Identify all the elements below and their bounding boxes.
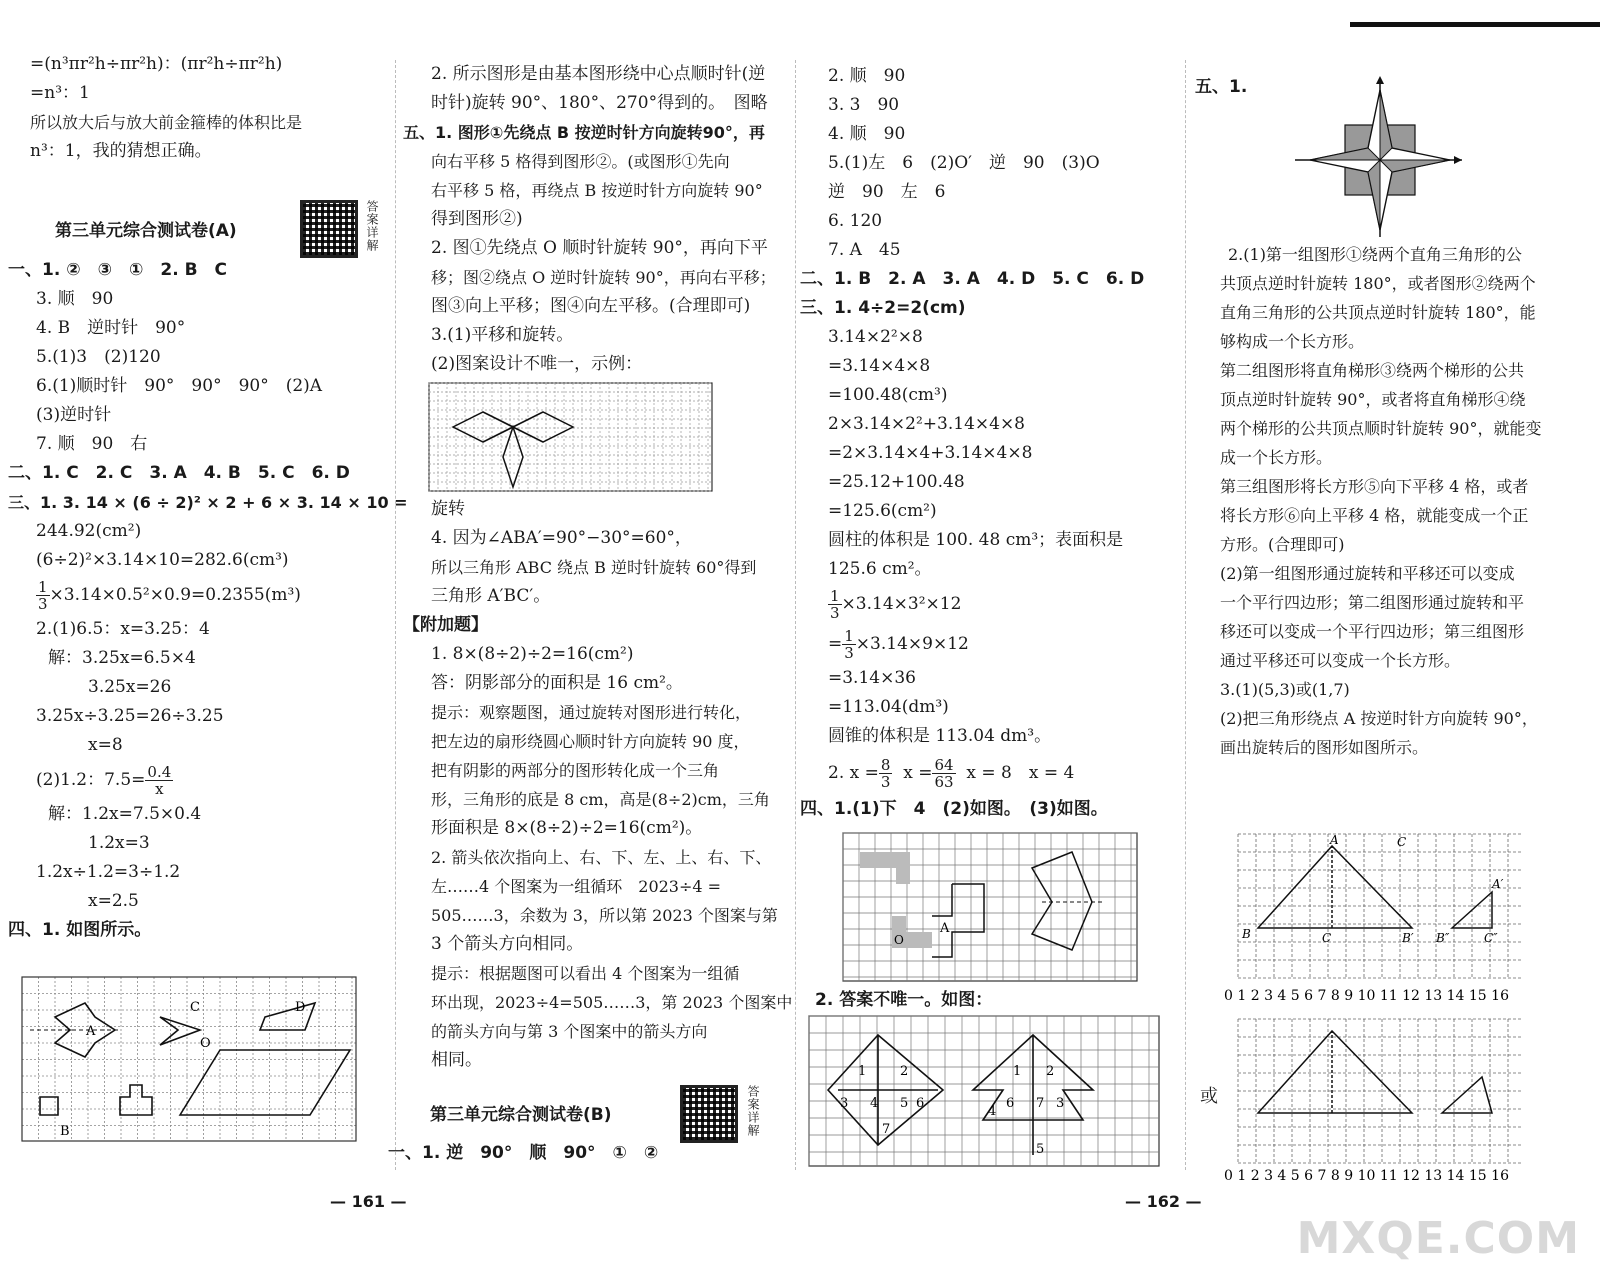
fig-label: O: [894, 933, 904, 947]
text-line: 把有阴影的两部分的图形转化成一个三角: [431, 761, 720, 780]
answer-line: 1.2x=3: [88, 833, 150, 853]
column-2: [403, 60, 788, 379]
answer-line: $\frac{1}{3}$ ×3.14×3²×12: [830, 587, 962, 622]
text-line: 左……4 个图案为一组循环 2023÷4 =: [431, 877, 722, 896]
fig-num: 1: [1013, 1064, 1022, 1079]
answer-line: 解：1.2x=7.5×0.4: [48, 804, 202, 824]
fraction: $\frac{8}{3}$: [880, 756, 891, 791]
text-line: 所以三角形 ABC 绕点 B 逆时针旋转 60°得到: [431, 558, 757, 577]
axis-label-x: 0 1 2 3 4 5 6 7 8 9 10 11 12 13 14 15 16: [1224, 988, 1509, 1004]
text-line: 一个平行四边形；第二组图形通过旋转和平: [1220, 593, 1525, 612]
text-line: 第三组图形将长方形⑤向下平移 4 格，或者: [1220, 477, 1529, 496]
point-label: C: [1322, 931, 1332, 945]
fig-label: C: [190, 1000, 200, 1015]
fig-label: A: [86, 1024, 96, 1039]
fig-num: 6: [916, 1096, 925, 1111]
text-line: 画出旋转后的图形如图所示。: [1220, 738, 1429, 757]
text-line: 相同。: [431, 1050, 482, 1070]
section-title-a: 第三单元综合测试卷(A): [55, 221, 237, 241]
fraction: $\frac{1}{3}$: [844, 627, 854, 662]
qr-label: 答案详解: [365, 200, 379, 252]
answer-line: (2)1.2：7.5= $\frac{0.4}{x}$: [36, 763, 172, 798]
text-line: 答：阴影部分的面积是 16 cm²。: [431, 673, 683, 693]
text-line: 3.(1)平移和旋转。: [431, 325, 574, 345]
text-line: 右平移 5 格，再绕点 B 按逆时针方向旋转 90°: [431, 181, 763, 200]
coordinate-grid-2: [1222, 1015, 1522, 1187]
text-line: 三、1. 4÷2=2(cm): [800, 298, 966, 318]
column-divider: [395, 60, 396, 1170]
fig-label: B: [60, 1124, 70, 1139]
text-line: (2)把三角形绕点 A 按逆时针方向旋转 90°，: [1220, 709, 1538, 728]
text-line: 1. 8×(8÷2)÷2=16(cm²): [431, 644, 634, 664]
qr-code[interactable]: [680, 1085, 738, 1143]
text-line: 方形。(合理即可): [1220, 535, 1345, 554]
answer-line: 四、1. 如图所示。: [8, 920, 152, 940]
text-line: 时针)旋转 90°、180°、270°得到的。 图略: [431, 93, 768, 113]
text-line: 形面积是 8×(8÷2)÷2=16(cm²)。: [431, 818, 703, 838]
fig-num: 5: [1036, 1142, 1045, 1157]
fig-num: 1: [858, 1064, 867, 1079]
text-line: 移还可以变成一个平行四边形；第三组图形: [1220, 622, 1525, 641]
text-line: 五、1.: [1195, 77, 1248, 97]
answer-line: 二、1. C 2. C 3. A 4. B 5. C 6. D: [8, 463, 350, 483]
section-title-b: 第三单元综合测试卷(B): [430, 1105, 612, 1125]
text-line: =25.12+100.48: [828, 472, 965, 492]
text-line: 图③向上平移；图④向左平移。(合理即可): [431, 296, 751, 316]
answer-line: 2.(1)6.5：x=3.25：4: [36, 619, 210, 639]
text-line: 【附加题】: [403, 615, 488, 635]
column-3: [800, 62, 1180, 824]
text-line: 4. 因为∠ABA′=90°−30°=60°，: [431, 528, 692, 548]
axis-label-x: 0 1 2 3 4 5 6 7 8 9 10 11 12 13 14 15 16: [1224, 1168, 1509, 1184]
column-4: [1200, 240, 1580, 762]
text-line: 6. 120: [828, 211, 883, 231]
page-number-161: — 161 —: [330, 1192, 407, 1211]
fraction: $\frac{64}{63}$: [934, 756, 954, 791]
text-line: 505……3，余数为 3，所以第 2023 个图案与第: [431, 906, 778, 925]
answer-line: 3.25x=26: [88, 677, 172, 697]
top-bar: [1350, 22, 1600, 27]
column-1: [30, 50, 385, 166]
fraction: $\frac{0.4}{x}$: [147, 763, 172, 798]
text-line: =100.48(cm³): [828, 385, 948, 405]
point-label: A′: [1492, 877, 1504, 891]
text-line: =113.04(dm³): [828, 697, 949, 717]
text-line: 提示：观察题图，通过旋转对图形进行转化，: [431, 703, 752, 722]
fig-num: 3: [840, 1096, 849, 1111]
fig-num: 3: [1056, 1096, 1065, 1111]
text-line: =(n³πr²h÷πr²h)：(πr²h÷πr²h): [30, 54, 283, 74]
fig-num: 4: [870, 1096, 879, 1111]
text-line: 圆锥的体积是 113.04 dm³。: [828, 726, 1052, 746]
answer-line: = $\frac{1}{3}$ ×3.14×9×12: [828, 627, 969, 662]
answer-line: 一、1. 逆 90° 顺 90° ① ②: [388, 1143, 659, 1163]
fig-label: O: [200, 1036, 211, 1051]
text-line: =n³：1: [30, 83, 90, 103]
star-compass-figure: [1290, 72, 1470, 242]
text-line: 两个梯形的公共顶点顺时针旋转 90°，就能变: [1220, 419, 1542, 438]
grid-figure-col3-a: [842, 832, 1138, 982]
text-line: 二、1. B 2. A 3. A 4. D 5. C 6. D: [800, 269, 1145, 289]
answer-line: 一、1. ② ③ ① 2. B C: [8, 260, 228, 280]
text-line: 旋转: [431, 499, 465, 519]
text-line: 3.14×2²×8: [828, 327, 923, 347]
qr-code[interactable]: [300, 200, 358, 258]
text-line: 五、1. 图形①先绕点 B 按逆时针方向旋转90°，再: [403, 123, 765, 142]
column-1-answers: [8, 256, 408, 945]
answer-line: 三、1. 3. 14 × (6 ÷ 2)² × 2 + 6 × 3. 14 × 10 =: [8, 493, 408, 512]
text-line: 4. 顺 90: [828, 124, 906, 144]
answer-line: x=2.5: [88, 891, 139, 911]
text-line: =2×3.14×4+3.14×4×8: [828, 443, 1033, 463]
text-line: 逆 90 左 6: [828, 182, 946, 202]
text-line: 2×3.14×2²+3.14×4×8: [828, 414, 1026, 434]
answer-line: 3.25x÷3.25=26÷3.25: [36, 706, 224, 726]
point-label: C: [1397, 835, 1407, 849]
point-label: B″: [1436, 931, 1450, 945]
fig-num: 4: [988, 1104, 997, 1119]
grid-figure-col1: [20, 975, 360, 1145]
answer-line: 1.2x÷1.2=3÷1.2: [36, 862, 181, 882]
text-line: =3.14×36: [828, 668, 916, 688]
text-line: 3.(1)(5,3)或(1,7): [1220, 680, 1350, 699]
answer-line: 4. B 逆时针 90°: [36, 318, 186, 338]
fig-num: 5: [900, 1096, 909, 1111]
fig-num: 2: [1046, 1064, 1055, 1079]
or-label: 或: [1200, 1086, 1218, 1107]
text-line: 2.(1)第一组图形①绕两个直角三角形的公: [1228, 245, 1522, 264]
text-line: (2)第一组图形通过旋转和平移还可以变成: [1220, 564, 1515, 583]
fraction: $\frac{1}{3}$: [830, 587, 840, 622]
column-divider: [795, 60, 796, 1170]
text-line: 形，三角形的底是 8 cm，高是(8÷2)cm，三角: [431, 790, 770, 809]
answer-line: (6÷2)²×3.14×10=282.6(cm³): [36, 550, 289, 570]
text-line: 第二组图形将直角梯形③绕两个梯形的公共: [1220, 361, 1525, 380]
fig-num: 2: [900, 1064, 909, 1079]
column-2-lower: [403, 495, 793, 1075]
text-line: n³：1，我的猜想正确。: [30, 141, 212, 161]
text-line: 2. 所示图形是由基本图形绕中心点顺时针(逆: [431, 64, 766, 84]
answer-line: 2. x = $\frac{8}{3}$ x = $\frac{64}{63}$ x = 8 x = 4: [828, 756, 1075, 791]
text-line: 将长方形⑥向上平移 4 格，就能变成一个正: [1220, 506, 1529, 525]
text-line: =125.6(cm²): [828, 501, 937, 521]
text-line: 5.(1)左 6 (2)O′ 逆 90 (3)O: [828, 153, 1100, 173]
text-line: 圆柱的体积是 100. 48 cm³；表面积是: [828, 530, 1124, 550]
point-label: B′: [1402, 931, 1414, 945]
text-line: 通过平移还可以变成一个长方形。: [1220, 651, 1461, 670]
text-line: 顶点逆时针旋转 90°，或者将直角梯形④绕: [1220, 390, 1526, 409]
text-line: 所以放大后与放大前金箍棒的体积比是: [30, 113, 303, 132]
text-line: 共顶点逆时针旋转 180°，或者图形②绕两个: [1220, 274, 1536, 293]
text-line: 3. 3 90: [828, 95, 900, 115]
fraction: $\frac{1}{3}$: [38, 578, 48, 613]
page-number-162: — 162 —: [1125, 1192, 1202, 1211]
column-divider: [1185, 60, 1186, 1170]
answer-line: 3. 顺 90: [36, 289, 114, 309]
fig-num: 6: [1006, 1096, 1015, 1111]
text-line: 向右平移 5 格得到图形②。(或图形①先向: [431, 152, 730, 171]
point-label: C″: [1484, 931, 1498, 945]
text-line: 直角三角形的公共顶点逆时针旋转 180°，能: [1220, 303, 1536, 322]
answer-line: $\frac{1}{3}$ ×3.14×0.5²×0.9=0.2355(m³): [38, 578, 301, 613]
text-line: 四、1.(1)下 4 (2)如图。 (3)如图。: [800, 799, 1108, 819]
answer-line: 5.(1)3 (2)120: [36, 347, 161, 367]
text-line: 三角形 A′BC′。: [431, 586, 551, 606]
text-line: 得到图形②): [431, 209, 523, 229]
text-line: 3 个箭头方向相同。: [431, 934, 584, 954]
text-line: 移；图②绕点 O 逆时针旋转 90°，再向右平移；: [431, 268, 776, 287]
grid-figure-col3-b: [808, 1015, 1160, 1167]
text-line: 够构成一个长方形。: [1220, 332, 1365, 351]
answer-line: 6.(1)顺时针 90° 90° 90° (2)A: [36, 376, 323, 396]
fig-label: D: [295, 1000, 306, 1015]
text-line: 的箭头方向与第 3 个图案中的箭头方向: [431, 1022, 708, 1041]
text-line: (2)图案设计不唯一，示例：: [431, 354, 643, 374]
answer-line: 解：3.25x=6.5×4: [48, 648, 196, 668]
point-label: A: [1330, 833, 1339, 847]
text-line: 提示：根据题图可以看出 4 个图案为一组循: [431, 964, 740, 983]
answer-line: 244.92(cm²): [36, 521, 142, 541]
text-line: 2. 顺 90: [828, 66, 906, 86]
coordinate-grid-1: [1222, 830, 1527, 1005]
text-line: 成一个长方形。: [1220, 448, 1333, 467]
answer-line: 7. 顺 90 右: [36, 434, 148, 454]
text-line: 7. A 45: [828, 240, 901, 260]
text-line: 2. 图①先绕点 O 顺时针旋转 90°，再向下平: [431, 238, 768, 258]
answer-line: x=8: [88, 735, 123, 755]
fig-num: 7: [882, 1122, 891, 1137]
fig-label: A: [940, 921, 950, 936]
answer-line: (3)逆时针: [36, 405, 112, 425]
text-line: 2. 答案不唯一。如图：: [815, 990, 993, 1010]
watermark: MXQE.COM: [1296, 1213, 1580, 1264]
qr-label: 答案详解: [746, 1085, 760, 1137]
pattern-grid-figure: [428, 382, 713, 492]
point-label: B: [1242, 927, 1251, 941]
text-line: 环出现，2023÷4=505……3，第 2023 个图案中: [431, 993, 793, 1012]
text-line: 把左边的扇形绕圆心顺时针方向旋转 90 度，: [431, 732, 750, 751]
text-line: =3.14×4×8: [828, 356, 931, 376]
fig-num: 7: [1036, 1096, 1045, 1111]
text-line: 125.6 cm²。: [828, 559, 932, 579]
text-line: 2. 箭头依次指向上、右、下、左、上、右、下、: [431, 848, 772, 867]
